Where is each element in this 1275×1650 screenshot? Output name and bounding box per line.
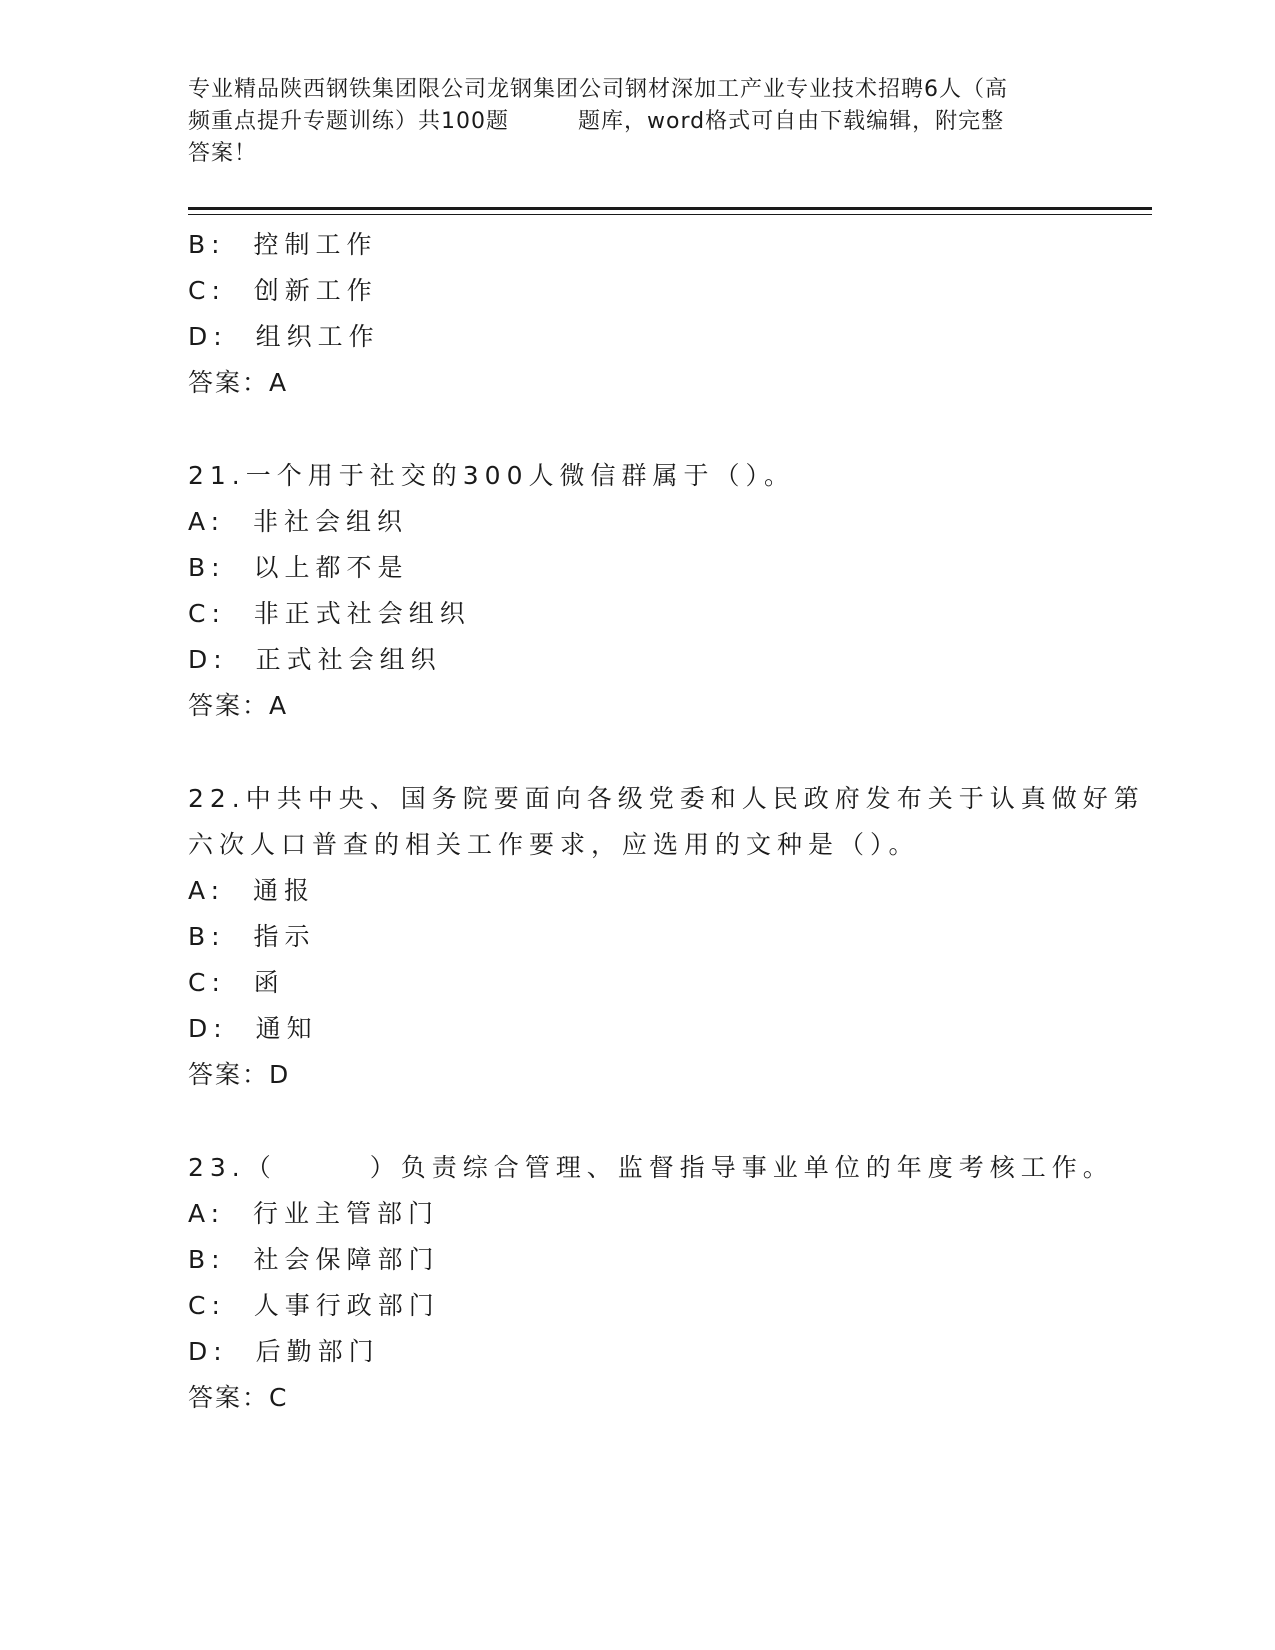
spacer [188,1098,1088,1145]
option-b: B: 指示 [188,922,316,951]
option-b: B: 社会保障部门 [188,1245,440,1274]
option-d: D: 后勤部门 [188,1337,380,1366]
spacer [188,406,1088,453]
header-divider-thin [188,214,1152,215]
question-20-continued [188,222,1088,406]
option-a: A: 非社会组织 [188,507,408,536]
option-b: B: 以上都不是 [188,553,409,582]
header-line: 频重点提升专题训练）共100题 题库，word格式可自由下载编辑，附完整 [188,109,1005,134]
option-d: D: 正式社会组织 [188,645,442,674]
header-divider-thick [188,207,1152,210]
question-stem: 22.中共中央、国务院要面向各级党委和人民政府发布关于认真做好第 [188,784,1145,813]
question-stem: 21.一个用于社交的300人微信群属于（）。 [188,461,795,490]
option-d: D: 组织工作 [188,322,380,351]
option-c: C: 函 [188,968,285,997]
question-stem: 23.（ ）负责综合管理、监督指导事业单位的年度考核工作。 [188,1153,1114,1182]
document-header [188,74,1088,170]
question-stem-continued: 六次人口普查的相关工作要求，应选用的文种是（）。 [188,830,920,859]
option-c: C: 非正式社会组织 [188,599,471,628]
option-c: C: 人事行政部门 [188,1291,440,1320]
answer-line: 答案：A [188,368,289,397]
option-a: A: 通报 [188,876,315,905]
answer-line: 答案：C [188,1383,289,1412]
option-d: D: 通知 [188,1014,318,1043]
answer-line: 答案：D [188,1060,291,1089]
question-22 [188,776,1145,1098]
option-b: B: 控制工作 [188,230,378,259]
question-23 [188,1145,1114,1421]
option-a: A: 行业主管部门 [188,1199,439,1228]
spacer [188,729,1088,776]
option-c: C: 创新工作 [188,276,378,305]
question-list [188,222,1145,1421]
question-21 [188,453,1088,729]
header-line: 答案！ [188,141,258,166]
header-line: 专业精品陕西钢铁集团限公司龙钢集团公司钢材深加工产业专业技术招聘6人（高 [188,77,1008,102]
answer-line: 答案：A [188,691,289,720]
